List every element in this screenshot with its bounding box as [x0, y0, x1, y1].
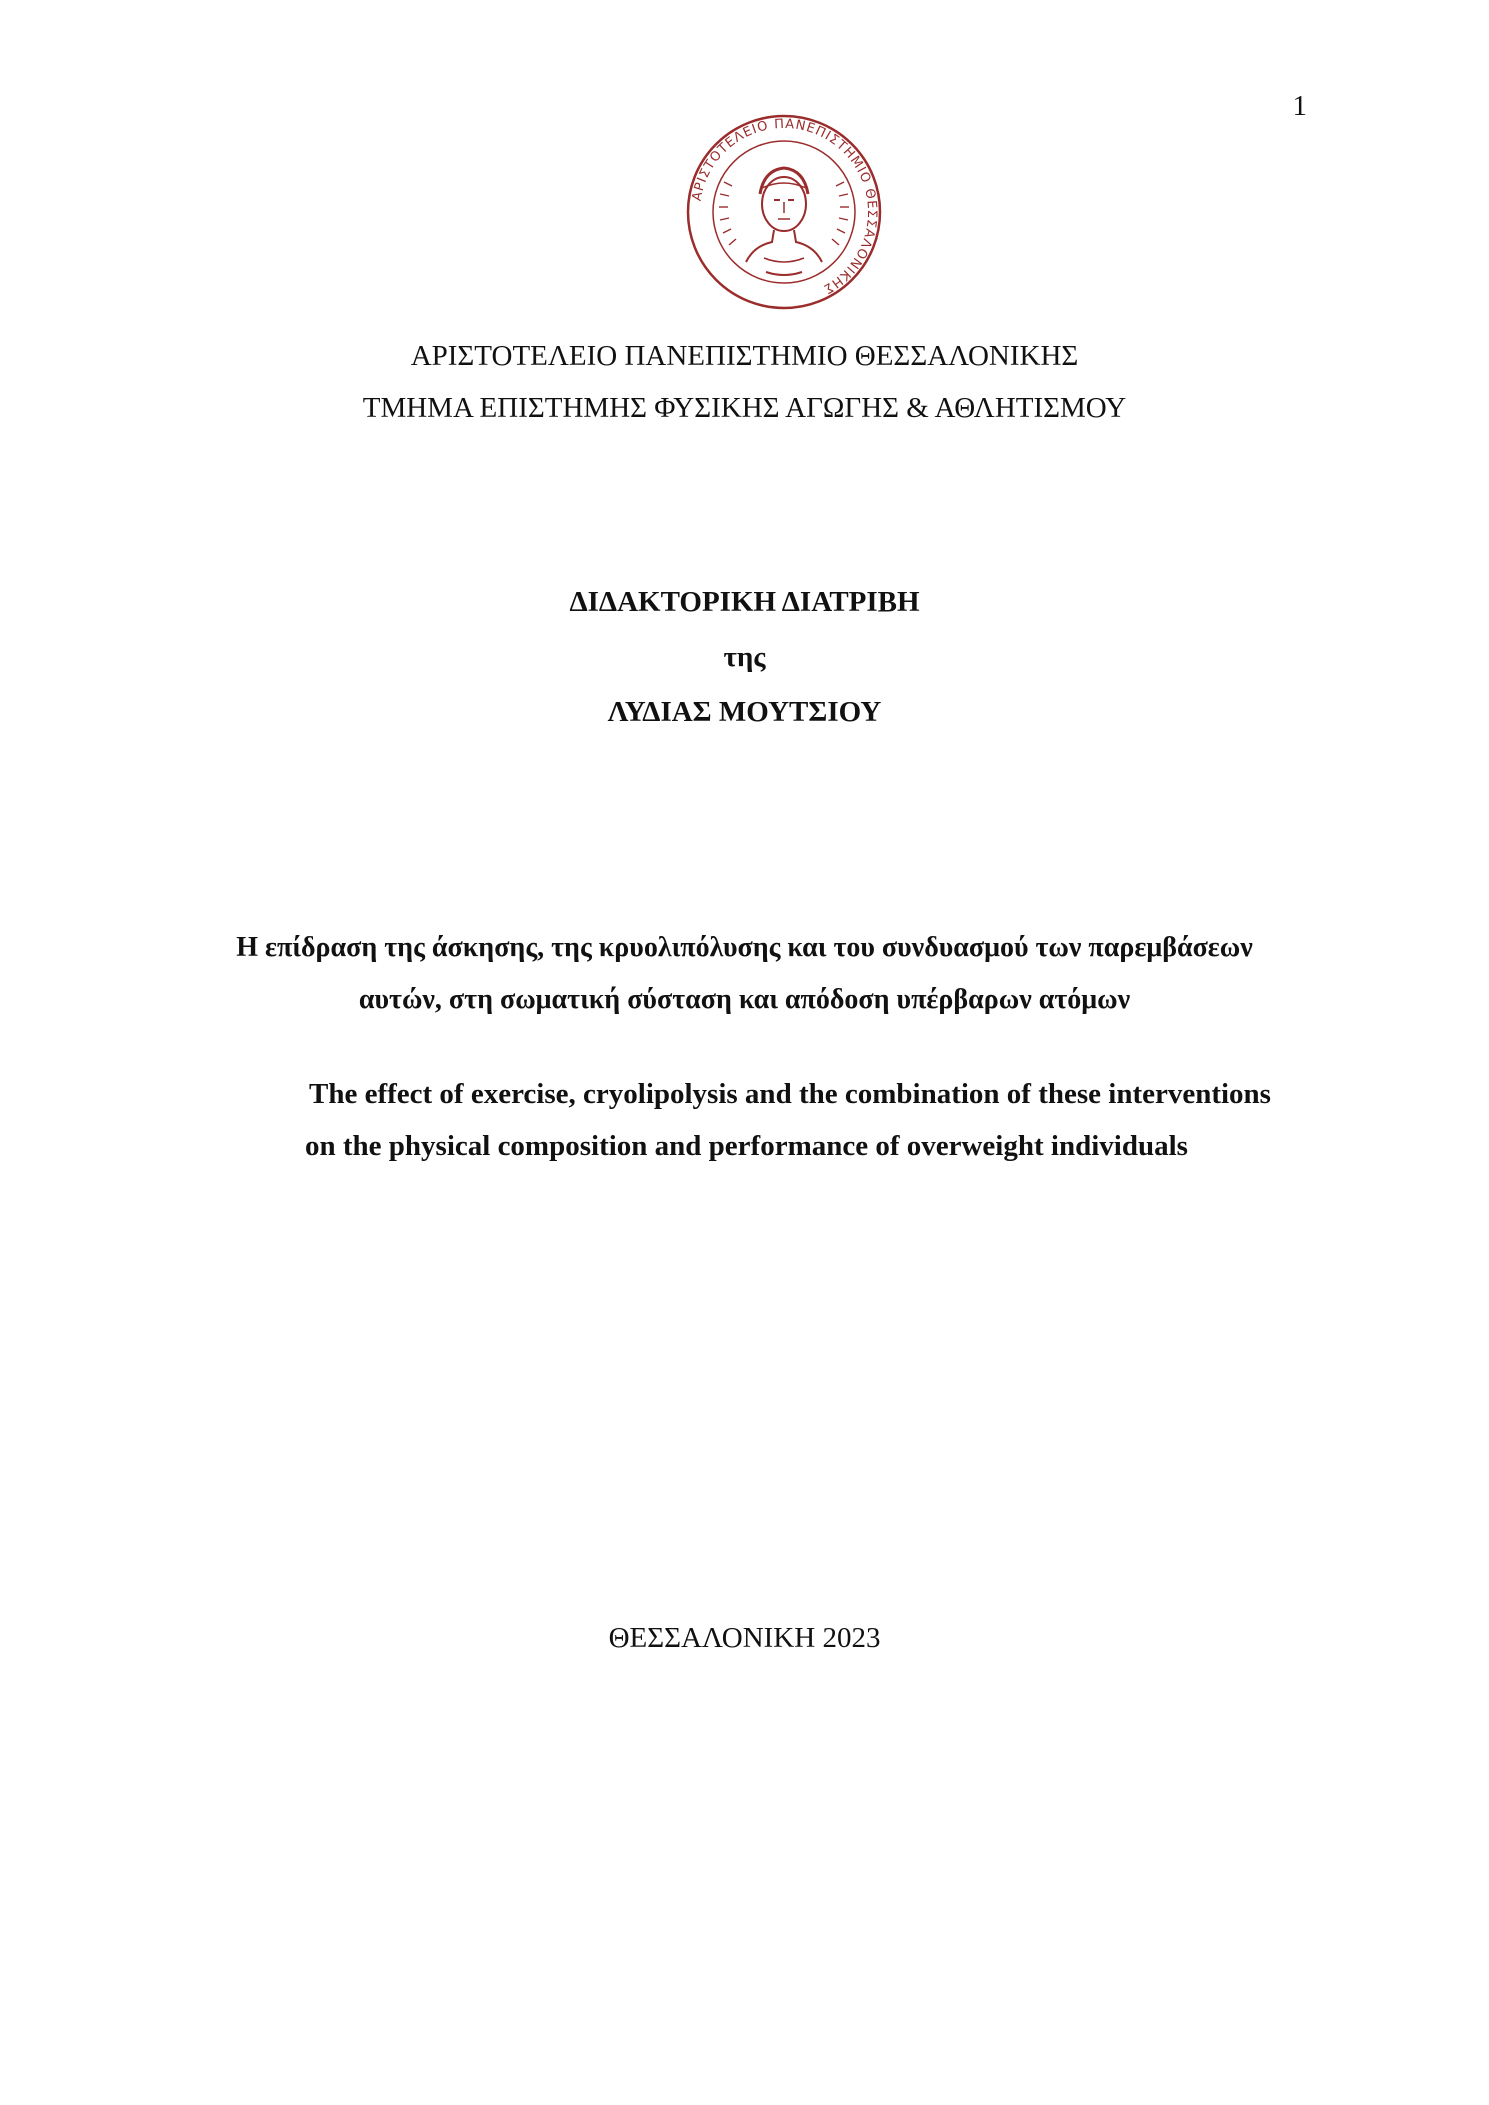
title-english-line-2: on the physical composition and performance of overweight individuals — [305, 1130, 1188, 1162]
thesis-block — [0, 575, 1489, 740]
university-seal-icon — [684, 112, 884, 312]
department-name: ΤΜΗΜΑ ΕΠΙΣΤΗΜΗΣ ΦΥΣΙΚΗΣ ΑΓΩΓΗΣ & ΑΘΛΗΤΙΣΜΟΥ — [362, 392, 1127, 424]
thesis-type: ΔΙΔΑΚΤΟΡΙΚΗ ΔΙΑΤΡΙΒΗ — [569, 586, 920, 618]
author-name: ΛΥΔΙΑΣ ΜΟΥΤΣΙΟΥ — [607, 696, 882, 728]
title-greek-line-2: αυτών, στη σωματική σύσταση και απόδοση υπέρβαρων ατόμων — [358, 984, 1131, 1015]
place-date: ΘΕΣΣΑΛΟΝΙΚΗ 2023 — [608, 1622, 881, 1654]
page-number: 1 — [1292, 90, 1307, 122]
title-english — [305, 1068, 1305, 1172]
title-english-line-1: The effect of exercise, cryolipolysis and the combination of these interventions — [309, 1078, 1271, 1110]
title-greek-line-1: Η επίδραση της άσκησης, της κρυολιπόλυσης και του συνδυασμού των παρεμβάσεων — [236, 932, 1253, 963]
thesis-of: της — [723, 641, 766, 673]
university-name: ΑΡΙΣΤΟΤΕΛΕΙΟ ΠΑΝΕΠΙΣΤΗΜΙΟ ΘΕΣΣΑΛΟΝΙΚΗΣ — [410, 340, 1079, 372]
institution-block — [0, 330, 1489, 434]
seal-inscription: ΑΡΙΣΤΟΤΕΛΕΙΟ ΠΑΝΕΠΙΣΤΗΜΙΟ ΘΕΣΣΑΛΟΝΙΚΗΣ — [689, 116, 880, 297]
title-greek — [0, 922, 1489, 1026]
